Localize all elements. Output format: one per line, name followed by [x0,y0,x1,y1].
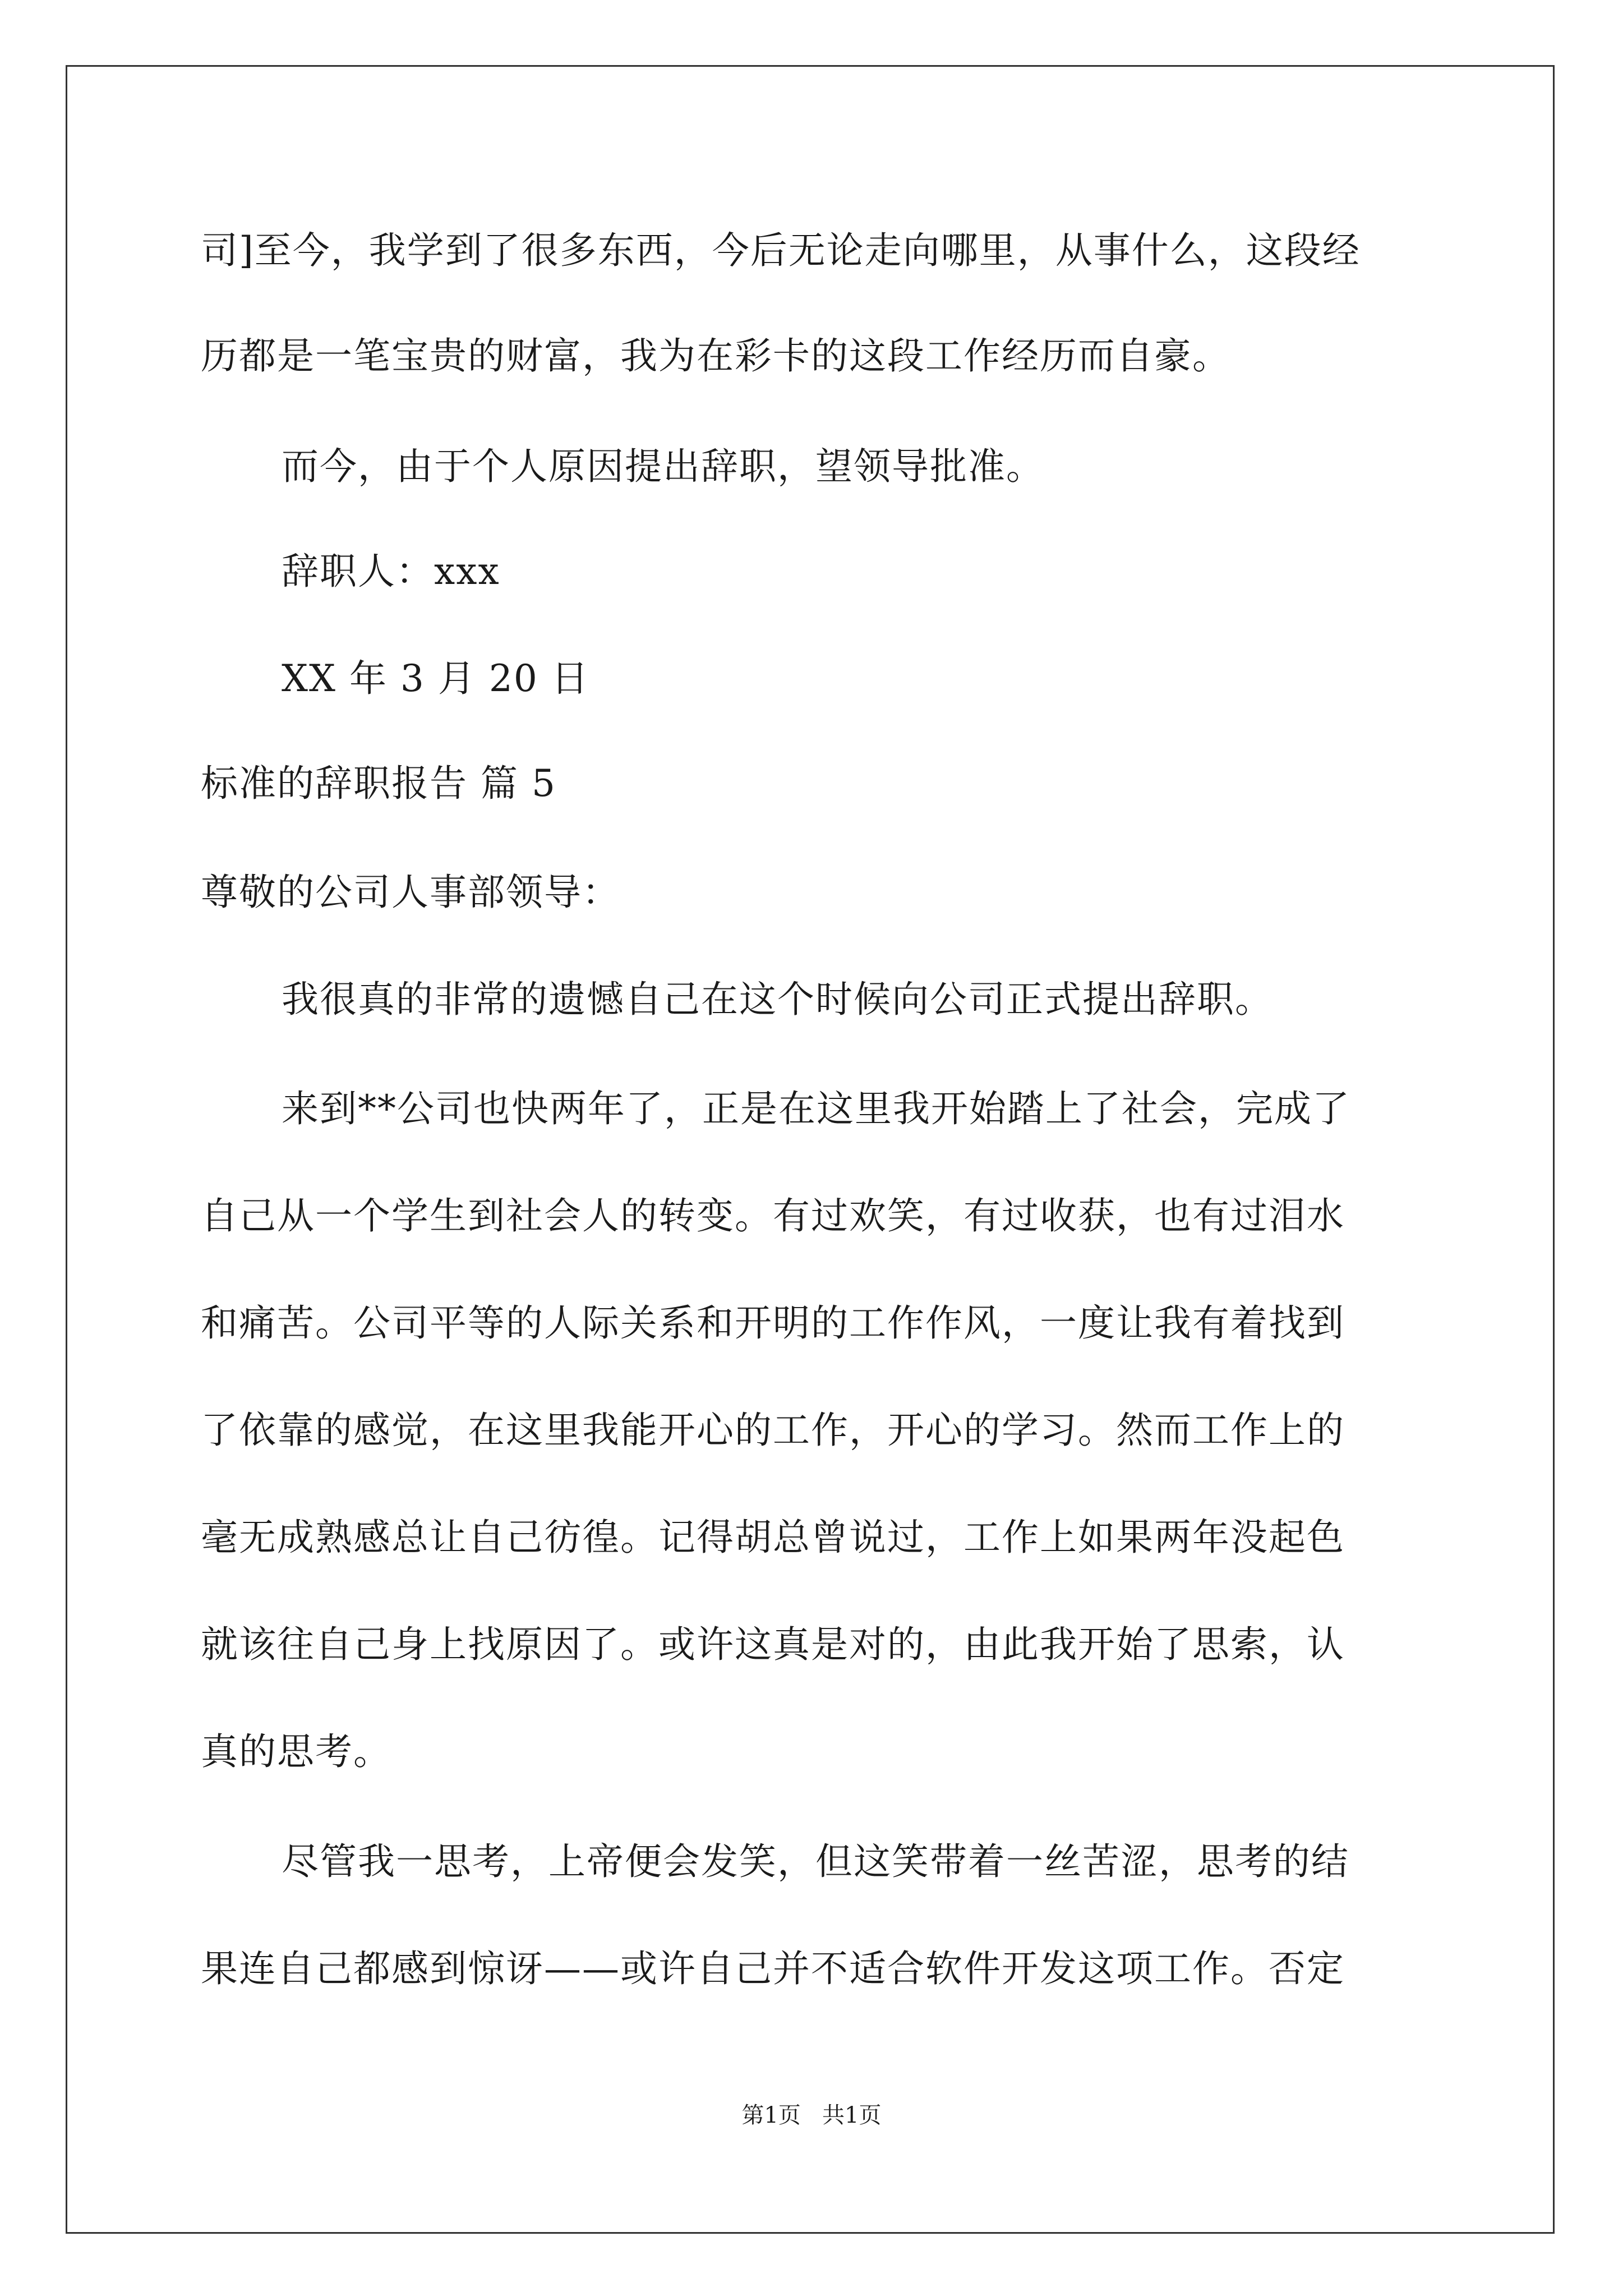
text-line: 尽管我一思考，上帝便会发笑，但这笑带着一丝苦涩，思考的结 [282,1840,1349,1883]
text-line: 司]至今，我学到了很多东西，今后无论走向哪里，从事什么，这段经 [201,229,1361,272]
text-line: 了依靠的感觉，在这里我能开心的工作，开心的学习。然而工作上的 [201,1409,1345,1452]
section-heading: 标准的辞职报告 篇 5 [201,762,556,805]
text-line: 就该往自己身上找原因了。或许这真是对的，由此我开始了思索，认 [201,1623,1345,1666]
text-line: 毫无成熟感总让自己彷徨。记得胡总曾说过，工作上如果两年没起色 [201,1516,1345,1559]
page-footer: 第1页 共1页 [741,2102,882,2128]
text-line: 自己从一个学生到社会人的转变。有过欢笑，有过收获，也有过泪水 [201,1194,1345,1237]
text-line: 来到**公司也快两年了，正是在这里我开始踏上了社会，完成了 [282,1087,1350,1130]
text-line: 历都是一笔宝贵的财富，我为在彩卡的这段工作经历而自豪。 [201,334,1230,378]
text-line: 我很真的非常的遗憾自己在这个时候向公司正式提出辞职。 [282,978,1273,1021]
text-line: 真的思考。 [201,1730,391,1773]
text-line: XX 年 3 月 20 日 [282,657,589,700]
text-line: 而今，由于个人原因提出辞职，望领导批准。 [282,445,1044,488]
salutation: 尊敬的公司人事部领导： [201,871,620,914]
page-border [66,65,1555,2234]
text-line: 辞职人：xxx [282,550,500,593]
text-line: 果连自己都感到惊讶——或许自己并不适合软件开发这项工作。否定 [201,1947,1345,1990]
text-line: 和痛苦。公司平等的人际关系和开明的工作作风，一度让我有着找到 [201,1301,1345,1345]
